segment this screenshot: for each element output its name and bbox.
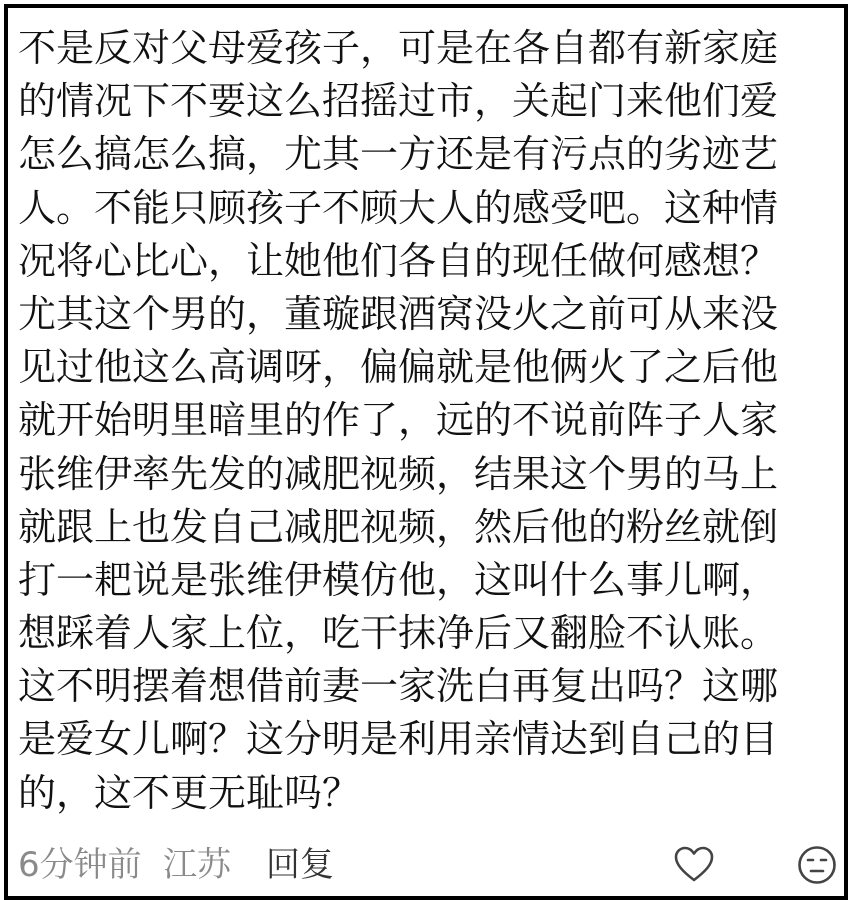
comment-card (4, 4, 848, 900)
neutral-face-icon (796, 844, 838, 886)
comment-line: 打一耙说是张维伊模仿他，这叫什么事儿啊， (18, 557, 779, 602)
reply-button[interactable]: 回复 (266, 845, 334, 885)
comment-location: 江苏 (163, 845, 231, 885)
comment-line: 是爱女儿啊？这分明是利用亲情达到自己的目 (18, 717, 779, 762)
like-button[interactable] (673, 844, 715, 886)
comment-line: 怎么搞怎么搞，尤其一方还是有污点的劣迹艺 (18, 132, 779, 177)
comment-timestamp: 6分钟前 (18, 845, 142, 885)
heart-outline-icon (673, 844, 715, 886)
comment-line: 况将心比心，让她他们各自的现任做何感想？ (18, 238, 779, 283)
comment-line: 就跟上也发自己减肥视频，然后他的粉丝就倒 (18, 504, 779, 549)
comment-line: 就开始明里暗里的作了，远的不说前阵子人家 (18, 398, 779, 443)
comment-line: 想踩着人家上位，吃干抹净后又翻脸不认账。 (18, 611, 779, 656)
comment-line: 尤其这个男的，董璇跟酒窝没火之前可从来没 (18, 291, 779, 336)
comment-line: 张维伊率先发的减肥视频，结果这个男的马上 (18, 451, 779, 496)
comment-line: 的情况下不要这么招摇过市，关起门来他们爱 (18, 79, 779, 124)
comment-line: 的，这不更无耻吗？ (18, 770, 361, 815)
comment-line: 这不明摆着想借前妻一家洗白再复出吗？这哪 (18, 664, 779, 709)
comment-line: 见过他这么高调呀，偏偏就是他俩火了之后他 (18, 345, 779, 390)
comment-line: 不是反对父母爱孩子，可是在各自都有新家庭 (18, 26, 779, 70)
comment-text (18, 22, 830, 820)
emoji-button[interactable] (796, 844, 838, 886)
comment-meta-row (18, 840, 834, 890)
comment-line: 人。不能只顾孩子不顾大人的感受吧。这种情 (18, 185, 779, 230)
